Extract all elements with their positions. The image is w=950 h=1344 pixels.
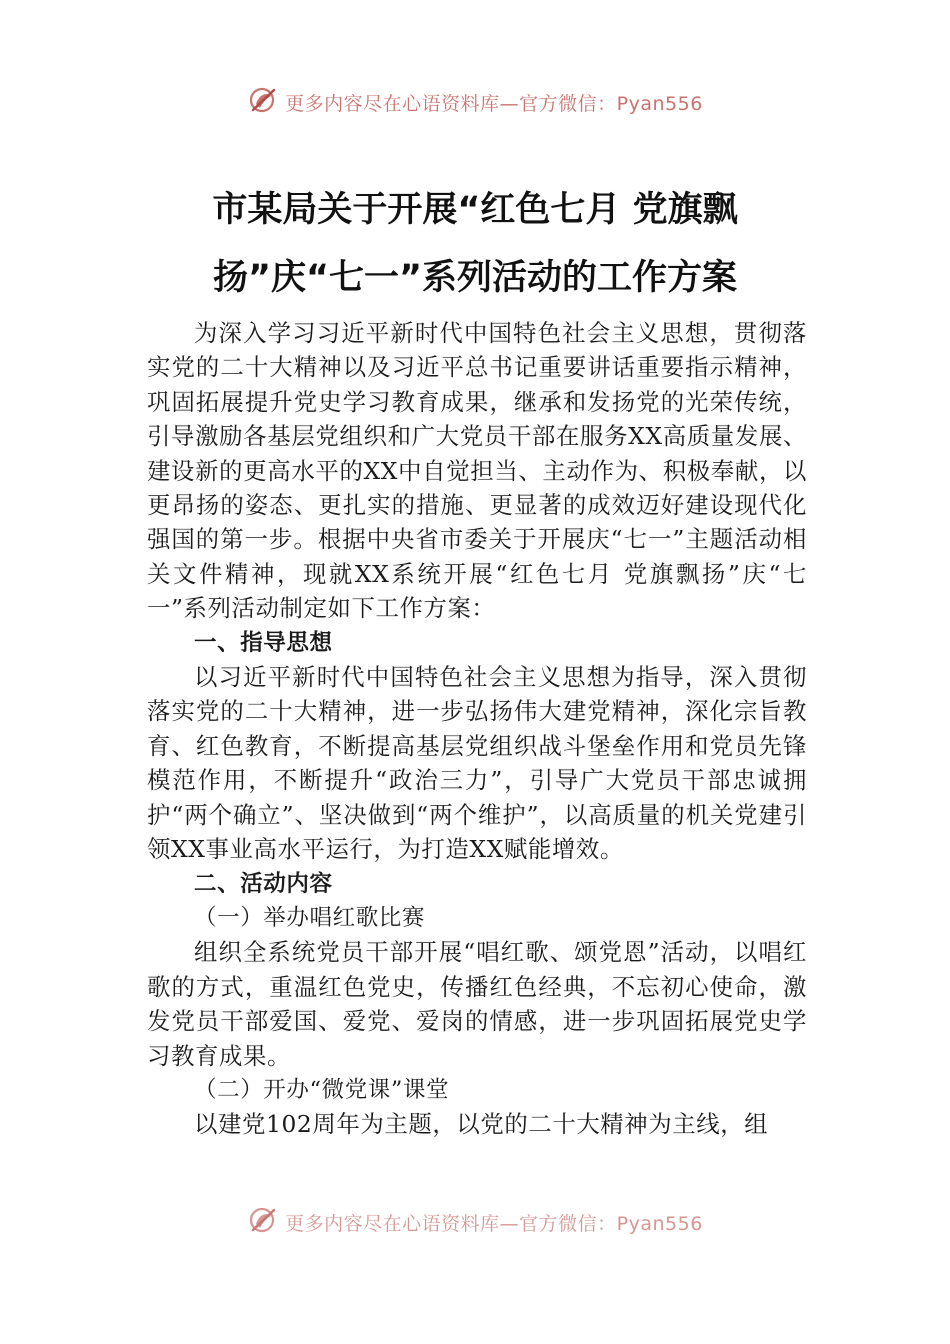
section-heading-guiding-thought: 一、指导思想: [194, 629, 333, 656]
watermark-header: [0, 82, 950, 122]
logo-icon: [247, 84, 279, 121]
document-title-line1: 市某局关于开展“红色七月 党旗飘: [212, 190, 738, 230]
section-heading-activities: 二、活动内容: [194, 870, 333, 897]
document-title-line2: 扬”庆“七一”系列活动的工作方案: [212, 258, 737, 298]
logo-icon: [247, 1204, 279, 1241]
micro-party-class-paragraph: 以建党102周年为主题，以党的二十大精神为主线，组: [194, 1110, 769, 1139]
watermark-text: 更多内容尽在心语资料库—官方微信：Pyan556: [285, 1212, 703, 1235]
red-song-contest-paragraph: 组织全系统党员干部开展“唱红歌、颂党恩”活动，以唱红歌的方式，重温红色党史，传播红色经典，不忘初心使命，激发党员干部爱国、爱党、爱岗的情感，进一步巩固拓展党史学习教育成果。: [147, 938, 807, 1070]
guiding-thought-paragraph: 以习近平新时代中国特色社会主义思想为指导，深入贯彻落实党的二十大精神，进一步弘扬伟大建党精神，深化宗旨教育、红色教育，不断提高基层党组织战斗堡垒作用和党员先锋模范作用，不断提升“政治三力”，引导广大党员干部忠诚拥护“两个确立”、坚决做到“两个维护”，以高质量的机关党建引领XX事业高水平运行，为打造XX赋能增效。: [147, 663, 807, 864]
watermark-text: 更多内容尽在心语资料库—官方微信：Pyan556: [285, 92, 703, 115]
intro-paragraph: 为深入学习习近平新时代中国特色社会主义思想，贯彻落实党的二十大精神以及习近平总书记重要讲话重要指示精神，巩固拓展提升党史学习教育成果，继承和发扬党的光荣传统，引导激励各基层党组织和广大党员干部在服务XX高质量发展、建设新的更高水平的XX中自觉担当、主动作为、积极奉献，以更昂扬的姿态、更扎实的措施、更显著的成效迈好建设现代化强国的第一步。根据中央省市委关于开展庆“七一”主题活动相关文件精神，现就XX系统开展“红色七月 党旗飘扬”庆“七一”系列活动制定如下工作方案：: [147, 319, 807, 623]
subheading-red-song-contest: （一）举办唱红歌比赛: [194, 904, 426, 931]
document-body: [147, 316, 807, 1142]
subheading-micro-party-class: （二）开办“微党课”课堂: [194, 1076, 450, 1103]
watermark-footer: [0, 1202, 950, 1242]
